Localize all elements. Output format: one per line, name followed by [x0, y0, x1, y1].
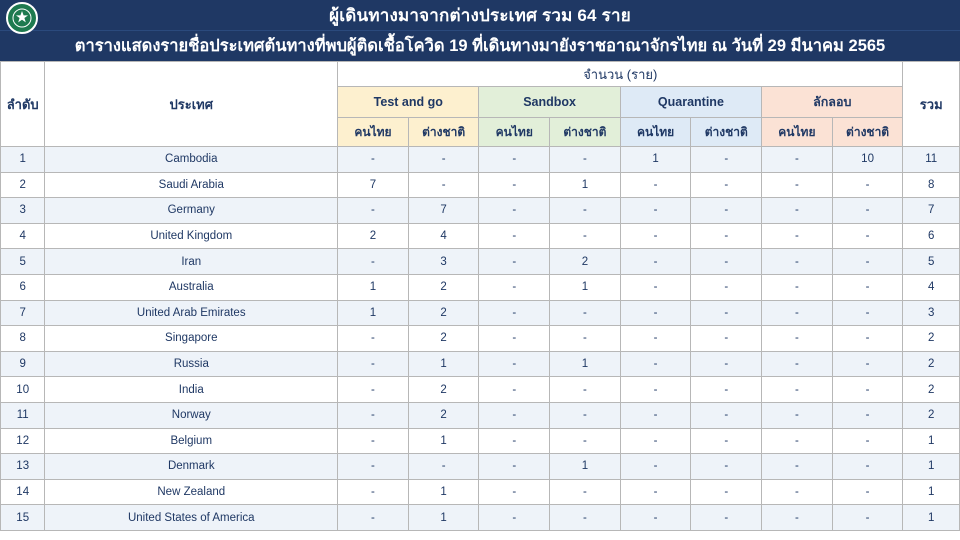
- group-header-sandbox: Sandbox: [479, 87, 620, 118]
- cell-country: India: [45, 377, 338, 403]
- cell-il-fr: -: [832, 351, 903, 377]
- cell-il-th: -: [762, 198, 833, 224]
- cell-il-th: -: [762, 351, 833, 377]
- cell-tg-th: -: [338, 428, 409, 454]
- subheader-illegal-foreign: ต่างชาติ: [832, 118, 903, 147]
- cell-sb-fr: -: [550, 479, 621, 505]
- cell-qt-fr: -: [691, 223, 762, 249]
- table-row: [1, 454, 960, 480]
- cell-il-th: -: [762, 479, 833, 505]
- cell-tg-fr: 7: [408, 198, 479, 224]
- cell-tg-th: -: [338, 198, 409, 224]
- cell-il-th: -: [762, 454, 833, 480]
- table-head: [1, 62, 960, 147]
- group-header-quarantine: Quarantine: [620, 87, 761, 118]
- page-title: ผู้เดินทางมาจากต่างประเทศ รวม 64 ราย: [329, 5, 631, 25]
- cell-tg-fr: 1: [408, 505, 479, 531]
- cell-sb-fr: -: [550, 326, 621, 352]
- cell-country: United Arab Emirates: [45, 300, 338, 326]
- cell-il-fr: -: [832, 428, 903, 454]
- subheader-illegal-thai: คนไทย: [762, 118, 833, 147]
- table-row: [1, 402, 960, 428]
- cell-order: 9: [1, 351, 45, 377]
- cell-tg-th: -: [338, 377, 409, 403]
- cell-total: 2: [903, 326, 960, 352]
- col-header-country: ประเทศ: [45, 62, 338, 147]
- cell-tg-th: -: [338, 326, 409, 352]
- cell-qt-fr: -: [691, 198, 762, 224]
- cell-il-fr: -: [832, 454, 903, 480]
- cell-sb-th: -: [479, 223, 550, 249]
- group-header-illegal: ลักลอบ: [762, 87, 903, 118]
- cell-order: 8: [1, 326, 45, 352]
- cell-order: 15: [1, 505, 45, 531]
- cell-qt-th: -: [620, 223, 691, 249]
- cell-total: 11: [903, 147, 960, 173]
- cell-order: 5: [1, 249, 45, 275]
- cell-tg-th: -: [338, 147, 409, 173]
- cell-sb-th: -: [479, 351, 550, 377]
- cell-qt-fr: -: [691, 454, 762, 480]
- subheader-quarantine-thai: คนไทย: [620, 118, 691, 147]
- cell-qt-th: -: [620, 505, 691, 531]
- cell-tg-fr: 2: [408, 377, 479, 403]
- cell-order: 7: [1, 300, 45, 326]
- cell-tg-th: 7: [338, 172, 409, 198]
- cell-qt-fr: -: [691, 505, 762, 531]
- cell-il-th: -: [762, 300, 833, 326]
- cell-sb-th: -: [479, 274, 550, 300]
- cell-order: 6: [1, 274, 45, 300]
- cell-total: 1: [903, 505, 960, 531]
- cell-order: 10: [1, 377, 45, 403]
- cell-il-fr: -: [832, 274, 903, 300]
- cell-il-fr: -: [832, 172, 903, 198]
- subheader-testgo-thai: คนไทย: [338, 118, 409, 147]
- cell-tg-fr: -: [408, 172, 479, 198]
- cell-country: Belgium: [45, 428, 338, 454]
- cell-qt-fr: -: [691, 351, 762, 377]
- cell-qt-th: -: [620, 326, 691, 352]
- cell-tg-fr: 1: [408, 428, 479, 454]
- cell-tg-fr: 2: [408, 274, 479, 300]
- cell-order: 11: [1, 402, 45, 428]
- cell-sb-th: -: [479, 147, 550, 173]
- cell-il-fr: -: [832, 249, 903, 275]
- title-bar: [0, 0, 960, 30]
- table-row: [1, 479, 960, 505]
- cell-country: Russia: [45, 351, 338, 377]
- col-header-total: รวม: [903, 62, 960, 147]
- cell-sb-fr: -: [550, 428, 621, 454]
- cell-qt-th: -: [620, 300, 691, 326]
- cell-sb-fr: 2: [550, 249, 621, 275]
- cell-order: 2: [1, 172, 45, 198]
- table-row: [1, 198, 960, 224]
- cell-il-fr: -: [832, 402, 903, 428]
- cell-tg-th: -: [338, 402, 409, 428]
- cell-sb-fr: -: [550, 223, 621, 249]
- cell-sb-fr: 1: [550, 351, 621, 377]
- cell-tg-th: 1: [338, 300, 409, 326]
- cell-order: 13: [1, 454, 45, 480]
- header-row-amount: [1, 62, 960, 87]
- cell-il-fr: 10: [832, 147, 903, 173]
- cell-qt-fr: -: [691, 428, 762, 454]
- subheader-sandbox-thai: คนไทย: [479, 118, 550, 147]
- cell-sb-fr: 1: [550, 274, 621, 300]
- arrivals-table: [0, 61, 960, 531]
- table-row: [1, 377, 960, 403]
- cell-country: Denmark: [45, 454, 338, 480]
- cell-il-th: -: [762, 402, 833, 428]
- subheader-testgo-foreign: ต่างชาติ: [408, 118, 479, 147]
- cell-tg-th: 2: [338, 223, 409, 249]
- cell-qt-fr: -: [691, 326, 762, 352]
- cell-country: Norway: [45, 402, 338, 428]
- cell-order: 12: [1, 428, 45, 454]
- cell-tg-fr: 3: [408, 249, 479, 275]
- cell-tg-fr: 4: [408, 223, 479, 249]
- cell-il-th: -: [762, 274, 833, 300]
- cell-sb-fr: 1: [550, 454, 621, 480]
- page-subtitle: ตารางแสดงรายชื่อประเทศต้นทางที่พบผู้ติดเชื้อโควิด 19 ที่เดินทางมายังราชอาณาจักรไทย ณ วันที่ 29 มีนาคม 2565: [74, 37, 886, 55]
- cell-tg-th: -: [338, 454, 409, 480]
- cell-total: 2: [903, 402, 960, 428]
- cell-sb-th: -: [479, 249, 550, 275]
- cell-country: Germany: [45, 198, 338, 224]
- cell-total: 4: [903, 274, 960, 300]
- cell-sb-th: -: [479, 377, 550, 403]
- cell-il-fr: -: [832, 505, 903, 531]
- cell-tg-fr: -: [408, 454, 479, 480]
- cell-order: 4: [1, 223, 45, 249]
- cell-il-th: -: [762, 377, 833, 403]
- table-row: [1, 223, 960, 249]
- cell-sb-th: -: [479, 326, 550, 352]
- table-row: [1, 274, 960, 300]
- cell-il-th: -: [762, 223, 833, 249]
- subheader-quarantine-foreign: ต่างชาติ: [691, 118, 762, 147]
- cell-tg-fr: 2: [408, 326, 479, 352]
- cell-sb-fr: -: [550, 505, 621, 531]
- group-header-test-and-go: Test and go: [338, 87, 479, 118]
- cell-tg-fr: 2: [408, 300, 479, 326]
- cell-sb-fr: 1: [550, 172, 621, 198]
- cell-tg-th: 1: [338, 274, 409, 300]
- cell-total: 1: [903, 428, 960, 454]
- cell-sb-th: -: [479, 428, 550, 454]
- table-row: [1, 326, 960, 352]
- cell-il-th: -: [762, 147, 833, 173]
- cell-tg-fr: -: [408, 147, 479, 173]
- cell-sb-th: -: [479, 172, 550, 198]
- table-row: [1, 172, 960, 198]
- cell-il-fr: -: [832, 198, 903, 224]
- cell-sb-th: -: [479, 402, 550, 428]
- col-header-order: ลำดับ: [1, 62, 45, 147]
- cell-total: 6: [903, 223, 960, 249]
- cell-tg-fr: 1: [408, 351, 479, 377]
- cell-qt-fr: -: [691, 300, 762, 326]
- cell-total: 1: [903, 454, 960, 480]
- cell-il-th: -: [762, 428, 833, 454]
- table-row: [1, 249, 960, 275]
- cell-country: Australia: [45, 274, 338, 300]
- cell-qt-th: -: [620, 402, 691, 428]
- table-body: [1, 147, 960, 531]
- cell-order: 1: [1, 147, 45, 173]
- cell-country: Cambodia: [45, 147, 338, 173]
- cell-qt-fr: -: [691, 479, 762, 505]
- cell-country: Saudi Arabia: [45, 172, 338, 198]
- table-row: [1, 351, 960, 377]
- cell-qt-th: 1: [620, 147, 691, 173]
- col-header-amount: จำนวน (ราย): [338, 62, 903, 87]
- cell-qt-th: -: [620, 454, 691, 480]
- cell-il-th: -: [762, 249, 833, 275]
- cell-qt-fr: -: [691, 147, 762, 173]
- table-row: [1, 428, 960, 454]
- cell-country: New Zealand: [45, 479, 338, 505]
- cell-il-fr: -: [832, 223, 903, 249]
- table-row: [1, 147, 960, 173]
- cell-qt-th: -: [620, 351, 691, 377]
- cell-total: 5: [903, 249, 960, 275]
- cell-il-th: -: [762, 505, 833, 531]
- cell-qt-th: -: [620, 249, 691, 275]
- cell-qt-th: -: [620, 172, 691, 198]
- cell-total: 7: [903, 198, 960, 224]
- cell-country: United States of America: [45, 505, 338, 531]
- cell-qt-fr: -: [691, 249, 762, 275]
- cell-sb-fr: -: [550, 402, 621, 428]
- cell-qt-fr: -: [691, 377, 762, 403]
- cell-total: 3: [903, 300, 960, 326]
- table-row: [1, 300, 960, 326]
- cell-country: United Kingdom: [45, 223, 338, 249]
- cell-total: 8: [903, 172, 960, 198]
- cell-il-fr: -: [832, 326, 903, 352]
- cell-sb-fr: -: [550, 300, 621, 326]
- cell-total: 2: [903, 351, 960, 377]
- cell-qt-th: -: [620, 428, 691, 454]
- cell-order: 3: [1, 198, 45, 224]
- cell-sb-th: -: [479, 300, 550, 326]
- cell-order: 14: [1, 479, 45, 505]
- cell-qt-th: -: [620, 479, 691, 505]
- cell-qt-th: -: [620, 274, 691, 300]
- cell-total: 1: [903, 479, 960, 505]
- cell-sb-th: -: [479, 198, 550, 224]
- cell-tg-fr: 2: [408, 402, 479, 428]
- cell-il-th: -: [762, 172, 833, 198]
- cell-qt-fr: -: [691, 274, 762, 300]
- cell-tg-th: -: [338, 505, 409, 531]
- cell-il-fr: -: [832, 479, 903, 505]
- cell-il-fr: -: [832, 377, 903, 403]
- cell-sb-fr: -: [550, 377, 621, 403]
- cell-il-fr: -: [832, 300, 903, 326]
- cell-qt-fr: -: [691, 402, 762, 428]
- cell-sb-th: -: [479, 479, 550, 505]
- cell-tg-th: -: [338, 479, 409, 505]
- cell-qt-fr: -: [691, 172, 762, 198]
- cell-country: Iran: [45, 249, 338, 275]
- cell-sb-th: -: [479, 505, 550, 531]
- cell-tg-th: -: [338, 249, 409, 275]
- subtitle-bar: [0, 30, 960, 61]
- subheader-sandbox-foreign: ต่างชาติ: [550, 118, 621, 147]
- cell-country: Singapore: [45, 326, 338, 352]
- cell-sb-fr: -: [550, 147, 621, 173]
- ministry-emblem-icon: [6, 2, 38, 34]
- cell-sb-th: -: [479, 454, 550, 480]
- cell-tg-th: -: [338, 351, 409, 377]
- cell-sb-fr: -: [550, 198, 621, 224]
- cell-tg-fr: 1: [408, 479, 479, 505]
- table-row: [1, 505, 960, 531]
- cell-qt-th: -: [620, 377, 691, 403]
- cell-total: 2: [903, 377, 960, 403]
- cell-il-th: -: [762, 326, 833, 352]
- cell-qt-th: -: [620, 198, 691, 224]
